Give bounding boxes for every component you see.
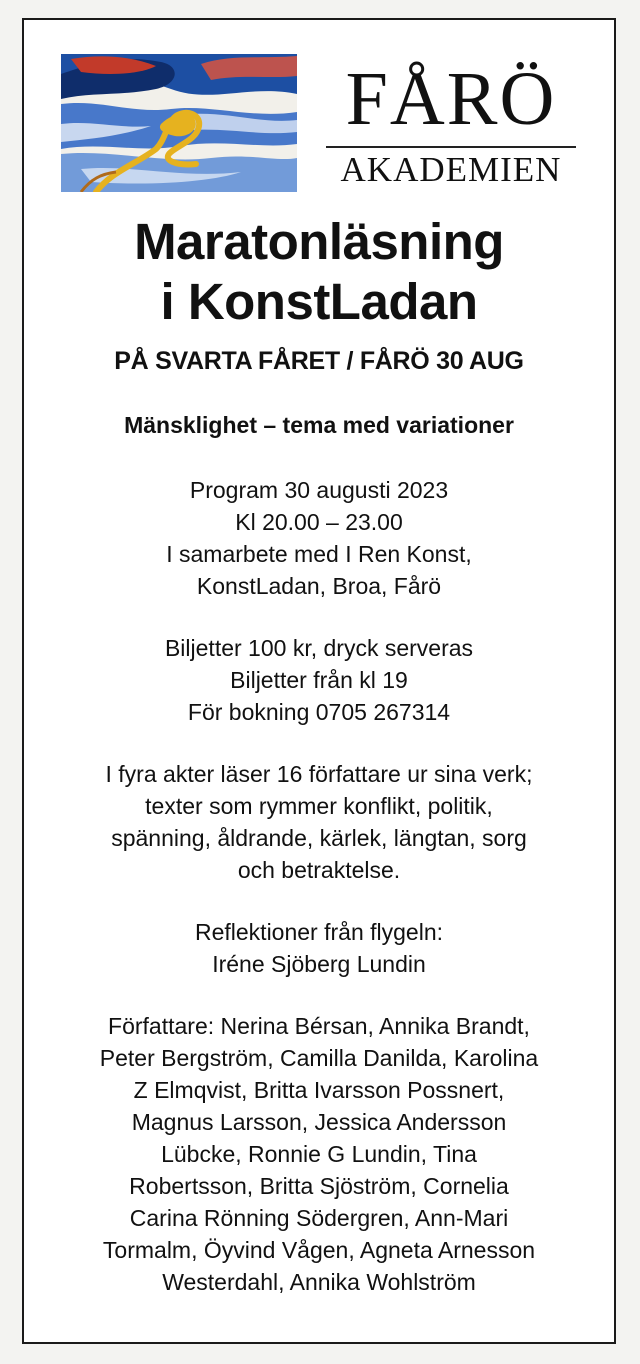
booking-phone: För bokning 0705 267314: [187, 699, 451, 725]
abstract-painting-icon: [61, 54, 297, 192]
description-line: texter som rymmer konflikt, politik,: [145, 793, 493, 819]
authors-line: Carina Rönning Södergren, Ann-Mari: [129, 1205, 509, 1231]
authors-line: Z Elmqvist, Britta Ivarsson Possnert,: [133, 1077, 505, 1103]
authors-line: Författare: Nerina Bérsan, Annika Brandt,: [108, 1013, 530, 1039]
advertisement: [22, 18, 616, 1344]
reflections-info: [24, 916, 614, 980]
logo-divider: [326, 146, 576, 148]
authors-line: Peter Bergström, Camilla Danilda, Karolina: [99, 1045, 539, 1071]
title-line-2: i KonstLadan: [160, 273, 478, 330]
logo-name: FÅRÖ: [345, 57, 557, 141]
event-location-date: PÅ SVARTA FÅRET / FÅRÖ 30 AUG: [114, 347, 524, 375]
authors-line: Robertsson, Britta Sjöström, Cornelia: [129, 1173, 509, 1199]
program-line: KonstLadan, Broa, Fårö: [196, 573, 442, 599]
event-title: [24, 212, 614, 332]
program-info: [24, 474, 614, 602]
event-theme: Mänsklighet – tema med variationer: [124, 412, 514, 438]
event-description: [24, 758, 614, 886]
program-line: Program 30 augusti 2023: [189, 477, 449, 503]
faro-akademien-logo: [322, 56, 580, 190]
authors-line: Tormalm, Öyvind Vågen, Agneta Arnesson: [102, 1237, 536, 1263]
authors-list: [24, 1010, 614, 1298]
authors-line: Westerdahl, Annika Wohlström: [162, 1269, 476, 1295]
painting-image: [61, 54, 297, 192]
ad-content: [24, 212, 614, 1298]
ticket-line: Biljetter från kl 19: [230, 667, 408, 693]
authors-line: Lübcke, Ronnie G Lundin, Tina: [161, 1141, 477, 1167]
reflections-line: Reflektioner från flygeln:: [194, 919, 443, 945]
program-line: Kl 20.00 – 23.00: [235, 509, 403, 535]
description-line: I fyra akter läser 16 författare ur sina verk;: [105, 761, 533, 787]
logo-subname: AKADEMIEN: [340, 150, 562, 189]
ticket-info: [24, 632, 614, 728]
description-line: och betraktelse.: [237, 857, 401, 883]
description-line: spänning, åldrande, kärlek, längtan, sorg: [111, 825, 527, 851]
ticket-line: Biljetter 100 kr, dryck serveras: [164, 635, 474, 661]
authors-line: Magnus Larsson, Jessica Andersson: [131, 1109, 507, 1135]
reflections-line: Iréne Sjöberg Lundin: [212, 951, 426, 977]
title-line-1: Maratonläsning: [134, 213, 504, 270]
program-line: I samarbete med I Ren Konst,: [166, 541, 472, 567]
